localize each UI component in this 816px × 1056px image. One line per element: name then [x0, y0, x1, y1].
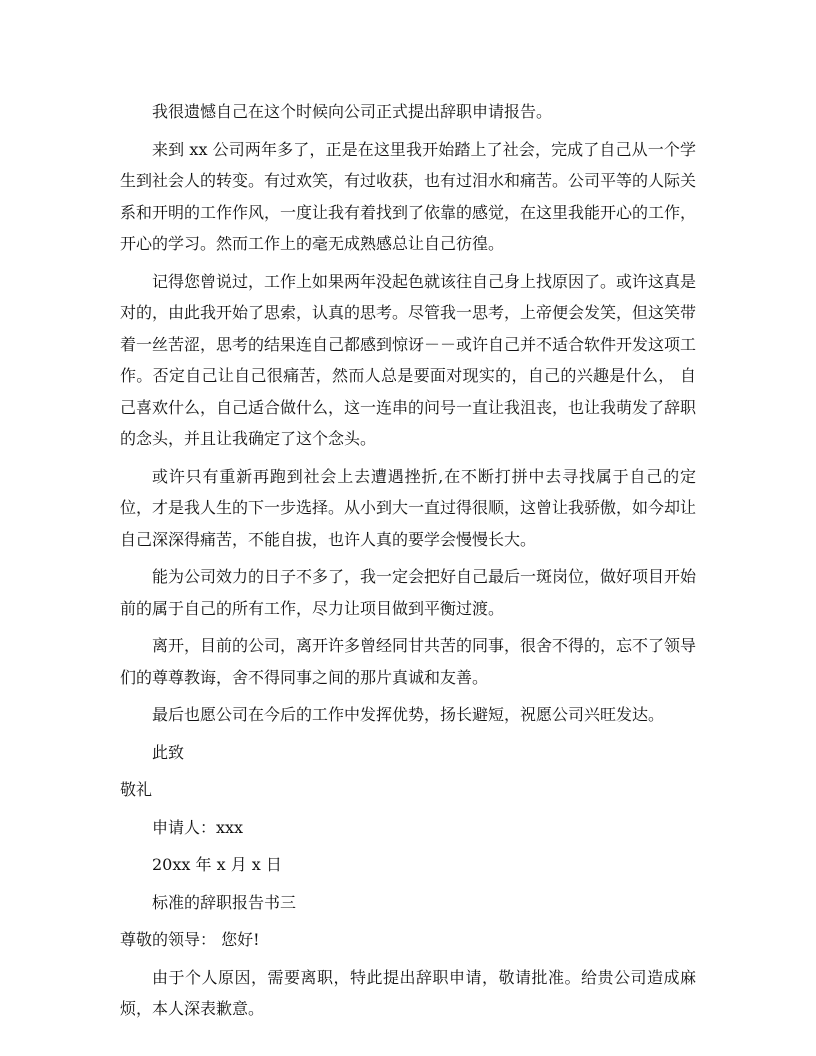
closing-ci-zhi: 此致 — [152, 742, 185, 762]
paragraph-new-path: 或许只有重新再跑到社会上去遭遇挫折,在不断打拼中去寻找属于自己的定位，才是我人生的下一步选择。从小到大一直过得很顺，这曾让我骄傲，如今却让自己深深得痛苦，不能自拔，也许人真的要学会慢慢长大。 — [120, 466, 697, 549]
paragraph-farewell: 离开，目前的公司，离开许多曾经同甘共苦的同事，很舍不得的，忘不了领导们的尊尊教诲，舍不得同事之间的那片真诚和友善。 — [120, 636, 697, 687]
applicant-line: 申请人：xxx — [152, 817, 244, 837]
paragraph-opening: 我很遗憾自己在这个时候向公司正式提出辞职申请报告。 — [152, 102, 553, 121]
paragraph-handover: 能为公司效力的日子不多了，我一定会把好自己最后一斑岗位，做好项目开始前的属于自己的所有工作，尽力让项目做到平衡过渡。 — [120, 567, 697, 618]
paragraph-self-reflection: 记得您曾说过，工作上如果两年没起色就该往自己身上找原因了。或许这真是对的，由此我开始了思索，认真的思考。尽管我一思考，上帝便会发笑，但这笑带着一丝苦涩，思考的结果连自己都感到惊讶－－或许自己并不适合软件开发这项工作。否定自己让自己很痛苦，然而人总是要面对现实的，自己的兴趣是什么， 自己喜欢什么，自己适合做什么，这一连串的问号一直让我沮丧，也让我萌发了辞职的念头，并且让我确定了这个念头。 — [120, 271, 697, 448]
closing-jing-li: 敬礼 — [120, 780, 153, 799]
paragraph-best-wishes: 最后也愿公司在今后的工作中发挥优势，扬长避短，祝愿公司兴旺发达。 — [152, 705, 665, 724]
paragraph-two-years: 来到 xx 公司两年多了，正是在这里我开始踏上了社会，完成了自己从一个学生到社会人的转变。有过欢笑，有过收获，也有过泪水和痛苦。公司平等的人际关系和开明的工作作风，一度让我有着找到了依靠的感觉，在这里我能开心的工作，开心的学习。然而工作上的毫无成熟感总让自己彷徨。 — [120, 139, 697, 253]
paragraph-resignation-request: 由于个人原因，需要离职，特此提出辞职申请，敬请批准。给贵公司造成麻烦，本人深表歉意。 — [120, 967, 696, 1018]
section-heading: 标准的辞职报告书三 — [152, 892, 297, 912]
document-page — [120, 96, 696, 1031]
salutation: 尊敬的领导： 您好! — [120, 930, 260, 949]
date-line: 20xx 年 x 月 x 日 — [152, 855, 282, 874]
